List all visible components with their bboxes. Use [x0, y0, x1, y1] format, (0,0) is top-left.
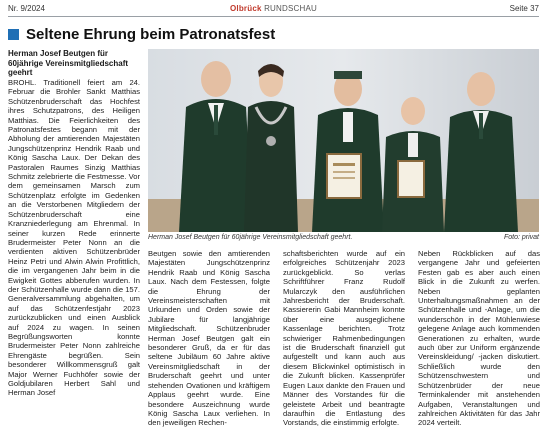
title-square-icon: [8, 29, 19, 40]
article-column-3: schaftsberichten wurde auf ein erfolgreiches Schützenjahr 2023 zurückgeblickt. So verlas Schriftführer Franz Rudolf Mularczyk den ausführlichen Jahresbericht der Bruderschaft. Kassiererin Gabi Mannheim konnte über eine ausgeglichene Kassenlage berichten. Trotz schwieriger Rahmenbedingungen ist die Bruderschaft finanziell gut aufgestellt und kann auch aus diesem Blickwinkel optimistisch in die Zukunft blicken. Kassenprüfer Eugen Laux dankte den Frauen und Männer des Vorstandes für die geleistete Arbeit und beantragte daraufhin die Entlastung des Vorstands, die einstimmig erfolgte.: [283, 249, 405, 428]
article-lead: Herman Josef Beutgen für 60jährige Vereinsmitgliedschaft geehrt: [8, 49, 129, 78]
issue-number: Nr. 9/2024: [8, 4, 45, 13]
caption-text: Herman Josef Beutgen für 60jährige Vereinsmitgliedschaft geehrt.: [148, 234, 353, 241]
group-photo-illustration: [148, 49, 539, 232]
page-header: [8, 3, 539, 17]
photo-caption: [148, 234, 539, 244]
photo-credit: Foto: privat: [503, 234, 539, 241]
publication-name: [8, 4, 539, 13]
publication-brand: Olbrück: [230, 4, 262, 13]
article-column-4: Neben Rückblicken auf das vergangene Jahr und gefeierten Festen gab es aber auch einen Blick in die Zukunft zu werfen. Neben geplanten Unterhaltungsmaßnahmen an der Schützenhalle und -Anlage, um die wunderschön in der Mühlenwiese gelegene Anlage auch kommenden Generationen zu erhalten, wurde auch über zur Uniform ergänzende Vereinskleidung/ -jacken diskutiert. Schließlich wurde den Schützenschwestern und Schützenbrüder der neue Terminkalender mit anstehenden Aufgaben, Veranstaltungen und zahlreichen Aktivitäten für das Jahr 2024 verteilt.: [418, 249, 540, 428]
publication-brand-rest: RUNDSCHAU: [261, 4, 317, 13]
article-title-row: [8, 25, 275, 43]
article-column-1: BROHL. Traditionell feiert am 24. Februar die Brohler Sankt Matthias Schützenbruderschaft das Hochfest ihres Schutzpatrons, des Heiligen Matthias. Die Feierlichkeiten des Patronatsfestes begann mit der Abholung der amtierenden Majestäten Jungschützenprinz Hendrik Raab und König Sascha Laux. Der Dekan des Pastoralen Raumes Sinzig Matthias Schmitz zelebrierte die Festmesse. Vor dem gemeinsamen Marsch zum Schützenplatz erfolgte im Gedenken an die Verstorbenen Mitgliedern der Schützenbruderschaft eine Kranzniederlegung am Ehrenmal. In seiner kurzen Rede erinnerte Brudermeister Peter Nonn an die verdienten aktiven Schützenbrüder Heinz Petri und Alwin Alwin Profittlich, die im vergangenen Jahr beim in die Ewigkeit Gottes abberufen wurden. In der Schützenhalle wurde dann die 157. Generalversammlung abgehalten, um auf das Schützenfestjahr 2023 zurückzublicken und einen Ausblick auf 2024 zu wagen. In seinen Begrüßungsworten konnte Brudermeister Peter Nonn zahlreiche Ehrengäste begrüßen. Sein besonderer Willkommensgruß galt Major Werner Fuchhöfer sowie der Goldjubilaren Herbert Sahl und Herman Josef: [8, 78, 140, 398]
page-number: Seite 37: [509, 4, 539, 13]
article-column-2: Beutgen sowie den amtierenden Majestäten Jungschützenprinz Hendrik Raab und König Sascha Laux. Nach dem Festessen, folgte die Ehrung der Vereinsmeisterschaften mit Urkunden und Orden sowie der Jubilare für langjährige Mitgliedschaft. Schützenbruder Herman Josef Beutgen galt ein besonderer Gruß, da er für das seltene Jubiläum 60 Jahre aktive Vereinsmitgliedschaft in der Bruderschaft geehrt und unter stehenden Ovationen und kräftigem Applaus geehrt wurde. Eine besondere Auszeichnung wurde König Sascha Laux verliehen. In den jeweiligen Rechen-: [148, 249, 270, 428]
article-title: Seltene Ehrung beim Patronatsfest: [26, 25, 276, 43]
article-photo: [148, 49, 539, 232]
